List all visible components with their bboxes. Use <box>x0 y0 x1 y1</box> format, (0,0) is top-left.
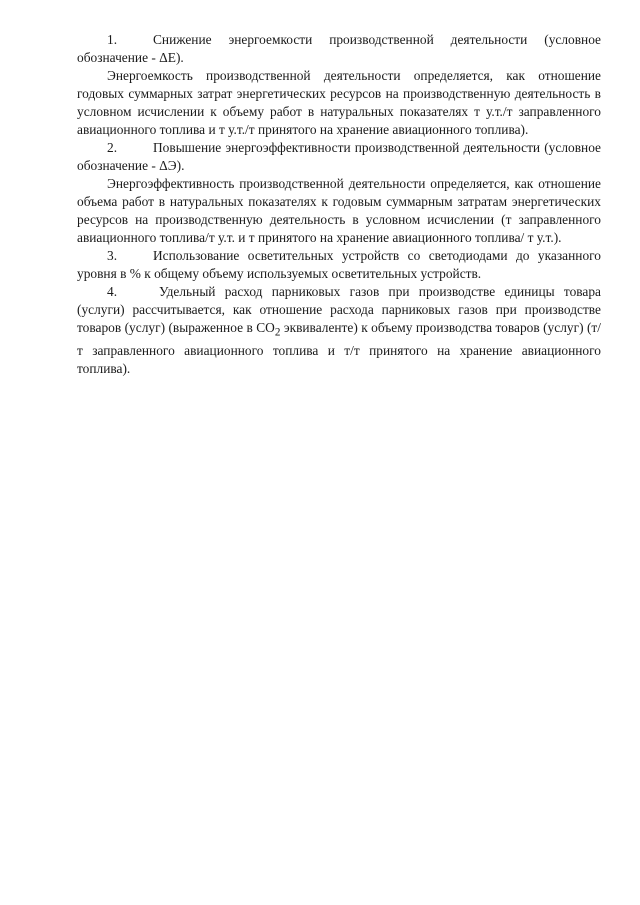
list-item-3 <box>77 247 601 283</box>
list-text-3: Использование осветительных устройств со светодиодами до указанного уровня в % к общему объему используемых осветительных устройств. <box>77 248 601 281</box>
list-item-1 <box>77 31 601 67</box>
list-number-1: 1. <box>107 32 118 47</box>
list-number-2: 2. <box>107 140 118 155</box>
list-text-4-start: Удельный расход парниковых газов при производстве единицы товара (услуги) рассчитывается, как отношение расхода парниковых газов при производстве товаров (услуг) (выраженное в CO <box>77 284 601 335</box>
co2-subscript: 2 <box>274 326 281 339</box>
list-item-4 <box>77 283 601 378</box>
paragraph-energy-efficiency: Энергоэффективность производственной деятельности определяется, как отношение объема работ в натуральных показателях к годовым суммарным затратам энергетических ресурсов на производственную деятельность в условном исчислении (т заправленного авиационного топлива/т у.т. и т принятого на хранение авиационного топлива/ т у.т.). <box>77 176 601 245</box>
list-text-1: Снижение энергоемкости производственной деятельности (условное обозначение - ΔЕ). <box>77 32 601 65</box>
list-item-2 <box>77 139 601 175</box>
list-text-2: Повышение энергоэффективности производственной деятельности (условное обозначение - ΔЭ). <box>77 140 601 173</box>
document-body <box>77 31 601 378</box>
list-text-4-end: эквиваленте) к объему производства товаров (услуг) (т/т заправленного авиационного топлива и т/т принятого на хранение авиационного топлива). <box>77 320 601 376</box>
list-number-4: 4. <box>107 284 118 299</box>
paragraph-energy-intensity: Энергоемкость производственной деятельности определяется, как отношение годовых суммарных затрат энергетических ресурсов на производственную деятельность в условном исчислении к объему работ в натуральных показателях т у.т./т заправленного авиационного топлива и т у.т./т принятого на хранение авиационного топлива). <box>77 68 601 137</box>
list-number-3: 3. <box>107 248 118 263</box>
